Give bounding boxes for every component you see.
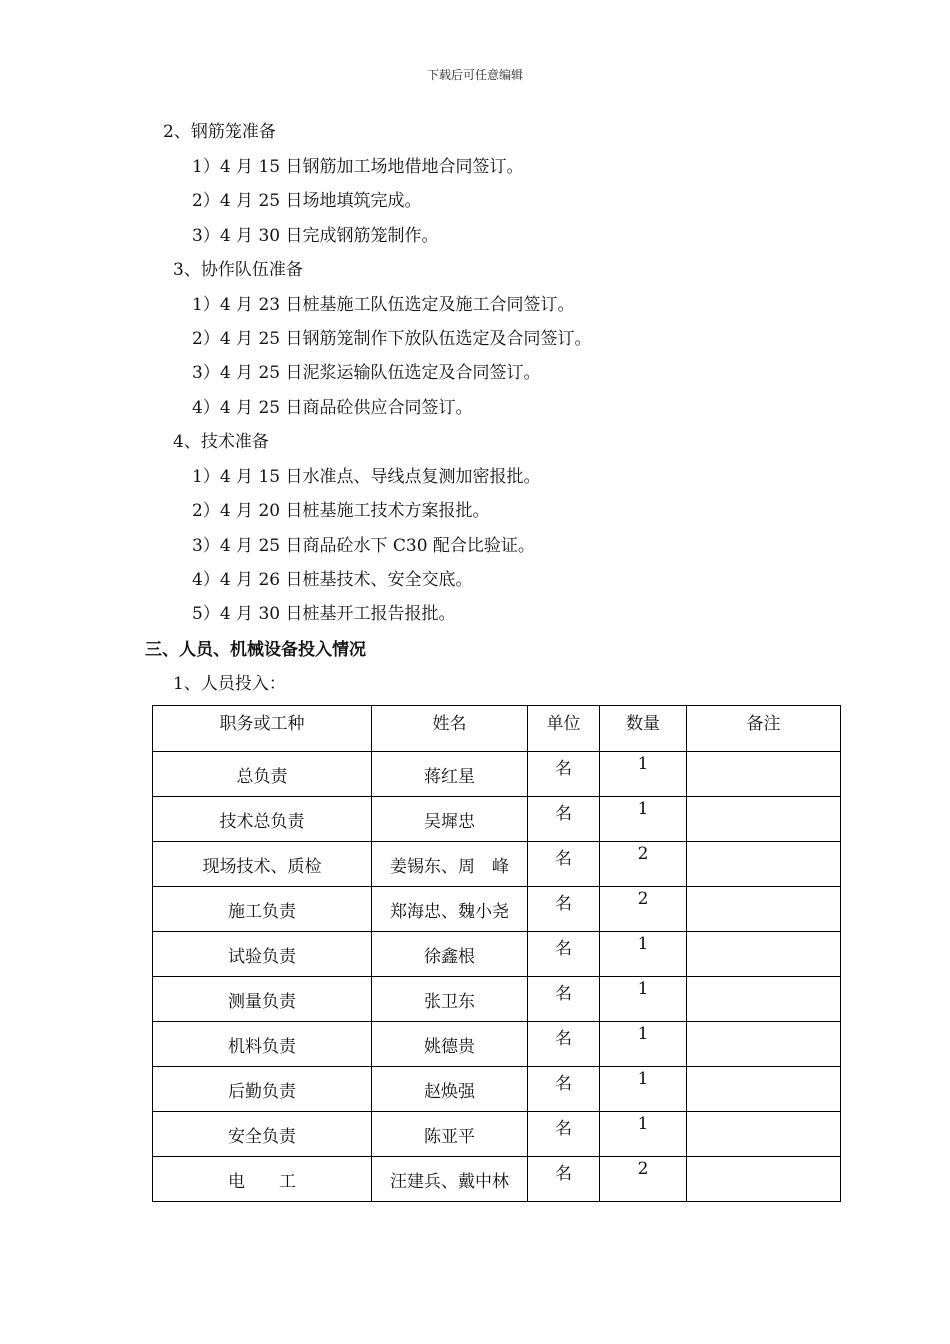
- table-row: [153, 842, 841, 887]
- section-title-teams: 3、协作队伍准备: [173, 260, 303, 280]
- cell-unit: 名: [528, 797, 600, 842]
- header-unit: 单位: [528, 706, 600, 752]
- cell-unit: 名: [528, 932, 600, 977]
- cell-name: 姜锡东、周 峰: [372, 842, 528, 887]
- cell-quantity: 1: [600, 752, 687, 797]
- cell-unit: 名: [528, 1112, 600, 1157]
- cell-quantity: 1: [600, 1067, 687, 1112]
- cell-name: 陈亚平: [372, 1112, 528, 1157]
- rebar-item-2: 2）4 月 25 日场地填筑完成。: [192, 191, 422, 211]
- cell-remark: [687, 932, 841, 977]
- tech-item-1: 1）4 月 15 日水准点、导线点复测加密报批。: [192, 467, 541, 487]
- cell-name: 郑海忠、魏小尧: [372, 887, 528, 932]
- header-name: 姓名: [372, 706, 528, 752]
- cell-quantity: 1: [600, 797, 687, 842]
- cell-remark: [687, 887, 841, 932]
- header-remark: 备注: [687, 706, 841, 752]
- table-row: [153, 1112, 841, 1157]
- table-row: [153, 752, 841, 797]
- tech-item-5: 5）4 月 30 日桩基开工报告报批。: [192, 604, 456, 624]
- table-header-row: [153, 706, 841, 752]
- table-row: [153, 887, 841, 932]
- cell-unit: 名: [528, 842, 600, 887]
- cell-name: 姚德贵: [372, 1022, 528, 1067]
- header-note: 下载后可任意编辑: [426, 68, 523, 82]
- chapter-title: 三、人员、机械设备投入情况: [145, 640, 366, 660]
- cell-role: 现场技术、质检: [153, 842, 372, 887]
- cell-quantity: 1: [600, 932, 687, 977]
- cell-remark: [687, 752, 841, 797]
- cell-role: 电 工: [153, 1157, 372, 1202]
- table-row: [153, 1067, 841, 1112]
- cell-remark: [687, 1157, 841, 1202]
- teams-item-4: 4）4 月 25 日商品砼供应合同签订。: [192, 398, 473, 418]
- cell-name: 吴墀忠: [372, 797, 528, 842]
- tech-item-4: 4）4 月 26 日桩基技术、安全交底。: [192, 570, 473, 590]
- table-row: [153, 1022, 841, 1067]
- section-title-rebar: 2、钢筋笼准备: [163, 122, 276, 142]
- section-title-tech: 4、技术准备: [173, 432, 269, 452]
- cell-remark: [687, 1112, 841, 1157]
- cell-unit: 名: [528, 1022, 600, 1067]
- cell-quantity: 1: [600, 1112, 687, 1157]
- rebar-item-1: 1）4 月 15 日钢筋加工场地借地合同签订。: [192, 157, 524, 177]
- teams-item-2: 2）4 月 25 日钢筋笼制作下放队伍选定及合同签订。: [192, 329, 592, 349]
- cell-name: 张卫东: [372, 977, 528, 1022]
- cell-quantity: 2: [600, 887, 687, 932]
- cell-unit: 名: [528, 1067, 600, 1112]
- cell-quantity: 2: [600, 1157, 687, 1202]
- cell-unit: 名: [528, 752, 600, 797]
- cell-role: 技术总负责: [153, 797, 372, 842]
- cell-role: 总负责: [153, 752, 372, 797]
- cell-role: 试验负责: [153, 932, 372, 977]
- cell-unit: 名: [528, 1157, 600, 1202]
- cell-role: 机料负责: [153, 1022, 372, 1067]
- header-quantity: 数量: [600, 706, 687, 752]
- cell-name: 蒋红星: [372, 752, 528, 797]
- table-row: [153, 932, 841, 977]
- cell-quantity: 1: [600, 977, 687, 1022]
- cell-quantity: 1: [600, 1022, 687, 1067]
- cell-remark: [687, 977, 841, 1022]
- header-role: 职务或工种: [153, 706, 372, 752]
- cell-role: 安全负责: [153, 1112, 372, 1157]
- cell-role: 施工负责: [153, 887, 372, 932]
- personnel-table: [152, 705, 841, 1202]
- teams-item-1: 1）4 月 23 日桩基施工队伍选定及施工合同签订。: [192, 295, 575, 315]
- table-row: [153, 797, 841, 842]
- cell-name: 汪建兵、戴中林: [372, 1157, 528, 1202]
- table-row: [153, 1157, 841, 1202]
- cell-remark: [687, 797, 841, 842]
- cell-role: 后勤负责: [153, 1067, 372, 1112]
- cell-remark: [687, 1067, 841, 1112]
- tech-item-2: 2）4 月 20 日桩基施工技术方案报批。: [192, 501, 490, 521]
- cell-remark: [687, 1022, 841, 1067]
- cell-quantity: 2: [600, 842, 687, 887]
- personnel-title: 1、人员投入：: [173, 674, 286, 694]
- cell-unit: 名: [528, 887, 600, 932]
- table-row: [153, 977, 841, 1022]
- cell-name: 徐鑫根: [372, 932, 528, 977]
- cell-name: 赵焕强: [372, 1067, 528, 1112]
- rebar-item-3: 3）4 月 30 日完成钢筋笼制作。: [192, 226, 439, 246]
- cell-unit: 名: [528, 977, 600, 1022]
- tech-item-3: 3）4 月 25 日商品砼水下 C30 配合比验证。: [192, 536, 535, 556]
- cell-remark: [687, 842, 841, 887]
- teams-item-3: 3）4 月 25 日泥浆运输队伍选定及合同签订。: [192, 363, 541, 383]
- cell-role: 测量负责: [153, 977, 372, 1022]
